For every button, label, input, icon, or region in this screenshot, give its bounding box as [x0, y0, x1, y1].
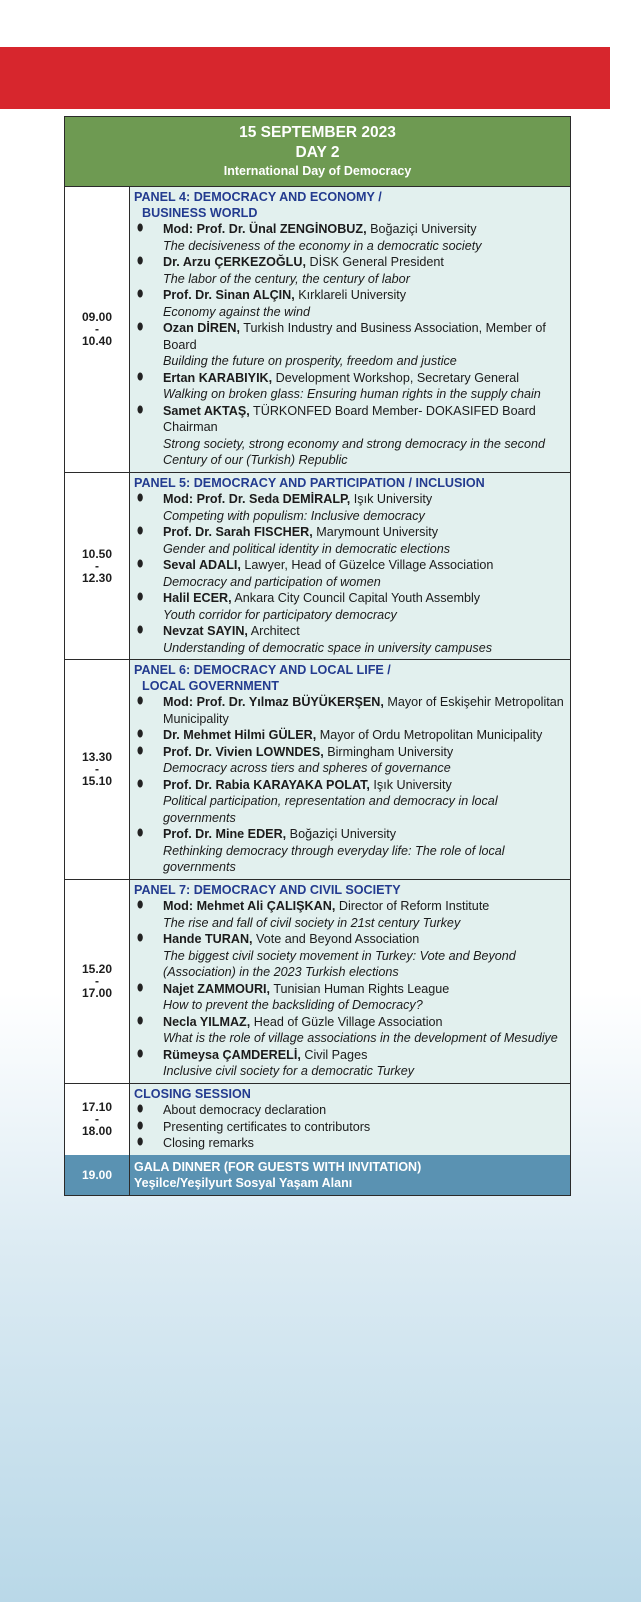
bullet-icon: ⬮	[137, 625, 144, 636]
session-time-dash: -	[95, 762, 99, 777]
session-rows	[65, 187, 570, 1155]
session-time-start: 10.50	[81, 546, 113, 561]
speaker-name: Prof. Dr. Sinan ALÇIN,	[163, 288, 295, 302]
bullet-icon: ⬮	[137, 493, 144, 504]
list-item	[134, 221, 566, 254]
list-item	[134, 590, 566, 623]
panel-title-line: CLOSING SESSION	[134, 1086, 251, 1101]
bullet-icon: ⬮	[137, 371, 144, 383]
list-item	[134, 287, 566, 320]
bullet-icon: ⬮	[137, 1137, 144, 1148]
session-time-end: 17.00	[81, 986, 113, 1000]
bullet-icon: ⬮	[137, 1015, 144, 1027]
item-text	[163, 287, 566, 320]
program-table	[64, 116, 571, 1196]
talk-title: Political participation, representation and democracy in local governments	[163, 794, 498, 825]
talk-title: Democracy and participation of women	[163, 574, 381, 589]
speaker-name: Prof. Dr. Rabia KARAYAKA POLAT,	[163, 777, 370, 792]
speaker-name: Samet AKTAŞ,	[163, 403, 250, 418]
gala-time-text: 19.00	[81, 1167, 113, 1182]
speaker-affiliation: Head of Güzle Village Association	[250, 1014, 443, 1029]
item-text	[163, 727, 566, 744]
gala-row	[65, 1155, 570, 1195]
session-time-end: 18.00	[81, 1124, 113, 1138]
session-content	[130, 880, 570, 1083]
list-item	[134, 524, 566, 557]
gala-time	[65, 1155, 130, 1195]
list-item	[134, 981, 566, 1014]
speaker-affiliation: Birmingham University	[323, 744, 454, 759]
session-time-dash: -	[95, 974, 99, 988]
speaker-name: Seval ADALI,	[163, 558, 241, 572]
panel-title-line: PANEL 7: DEMOCRACY AND CIVIL SOCIETY	[134, 882, 401, 897]
speaker-name: Halil ECER,	[163, 591, 232, 605]
bullet-icon: ⬮	[137, 1048, 144, 1060]
bullet-icon: ⬮	[137, 900, 144, 911]
item-text	[163, 1119, 566, 1136]
item-text	[163, 931, 566, 981]
speaker-affiliation: Civil Pages	[300, 1047, 368, 1062]
speaker-name: Ozan DİREN,	[163, 321, 240, 335]
list-item	[134, 931, 566, 981]
list-item	[134, 1102, 566, 1119]
speaker-affiliation: Tunisian Human Rights League	[270, 981, 450, 996]
bullet-icon: ⬮	[137, 696, 144, 707]
session-time-end: 15.10	[81, 774, 113, 789]
session-time-dash: -	[95, 322, 99, 337]
item-text	[163, 826, 566, 876]
gala-title: GALA DINNER (FOR GUESTS WITH INVITATION)	[134, 1159, 422, 1174]
bullet-icon: ⬮	[137, 289, 144, 300]
item-text	[163, 1135, 566, 1152]
item-text	[163, 694, 566, 727]
speaker-affiliation: Turkish Industry and Business Association, Member of Board	[163, 321, 546, 352]
speaker-name: Najet ZAMMOURI,	[163, 981, 271, 996]
session-time-end: 12.30	[81, 570, 113, 585]
talk-title: Rethinking democracy through everyday life: The role of local governments	[163, 843, 505, 874]
session-time	[65, 1084, 130, 1155]
panel-title	[134, 1087, 566, 1103]
speaker-affiliation: Mayor of Eskişehir Metropolitan Municipality	[163, 695, 564, 726]
bullet-icon: ⬮	[137, 933, 144, 944]
item-text	[163, 1014, 566, 1047]
item-text	[163, 1047, 566, 1080]
speaker-name: Prof. Dr. Mine EDER,	[163, 827, 287, 841]
item-text	[163, 557, 566, 590]
session-content	[130, 1084, 570, 1155]
speaker-name: Prof. Dr. Vivien LOWNDES,	[163, 744, 324, 759]
list-item	[134, 694, 566, 727]
session-content	[130, 473, 570, 660]
list-item	[134, 1119, 566, 1136]
speaker-name: Dr. Mehmet Hilmi GÜLER,	[163, 728, 317, 742]
item-text	[163, 981, 566, 1014]
talk-title: Gender and political identity in democratic elections	[163, 541, 451, 556]
panel-title-line: PANEL 4: DEMOCRACY AND ECONOMY /	[134, 190, 382, 204]
session-content	[130, 187, 570, 472]
bullet-icon: ⬮	[137, 404, 144, 416]
panel-title-line: PANEL 5: DEMOCRACY AND PARTICIPATION / INCLUSION	[134, 475, 485, 490]
speaker-name: Mod: Mehmet Ali ÇALIŞKAN,	[163, 899, 336, 913]
item-text	[163, 320, 566, 370]
panel-title	[134, 883, 566, 899]
panel-title-line: PANEL 6: DEMOCRACY AND LOCAL LIFE /	[134, 663, 391, 677]
bullet-icon: ⬮	[137, 828, 144, 839]
speaker-name: Ertan KARABIYIK,	[163, 370, 273, 385]
panel-title-line: LOCAL GOVERNMENT	[142, 678, 279, 693]
speaker-affiliation: Marymount University	[312, 525, 439, 539]
session-time-start: 13.30	[81, 750, 113, 765]
speaker-affiliation: Director of Reform Institute	[335, 899, 490, 913]
session-time	[65, 187, 130, 472]
speaker-affiliation: Lawyer, Head of Güzelce Village Association	[240, 558, 494, 572]
speaker-affiliation: Vote and Beyond Association	[252, 932, 420, 946]
list-item	[134, 1014, 566, 1047]
bullet-icon: ⬮	[137, 559, 144, 570]
list-item	[134, 320, 566, 370]
list-item	[134, 1135, 566, 1152]
talk-title: The decisiveness of the economy in a democratic society	[163, 238, 482, 253]
item-text	[163, 403, 566, 469]
speaker-affiliation: TÜRKONFED Board Member- DOKASIFED Board Chairman	[163, 403, 536, 434]
talk-title: What is the role of village associations in the development of Mesudiye	[163, 1031, 558, 1045]
speaker-name: Mod: Prof. Dr. Ünal ZENGİNOBUZ,	[163, 222, 367, 236]
talk-title: Economy against the wind	[163, 304, 311, 319]
bullet-icon: ⬮	[137, 982, 144, 994]
panel-title	[134, 476, 566, 492]
item-text	[163, 524, 566, 557]
session-content	[130, 660, 570, 879]
session-time	[65, 660, 130, 879]
speaker-name: Necla YILMAZ,	[163, 1014, 251, 1029]
session-time-dash: -	[95, 1112, 99, 1126]
session-time-start: 09.00	[81, 310, 113, 325]
speaker-name: Mod: Prof. Dr. Seda DEMİRALP,	[163, 492, 351, 506]
list-item	[134, 898, 566, 931]
item-text	[163, 590, 566, 623]
session-row	[65, 660, 570, 880]
bullet-icon: ⬮	[137, 256, 144, 267]
speaker-affiliation: Presenting certificates to contributors	[163, 1119, 371, 1134]
session-time-start: 15.20	[81, 962, 113, 976]
speaker-affiliation: Boğaziçi University	[286, 827, 397, 841]
list-item	[134, 370, 566, 403]
list-item	[134, 826, 566, 876]
panel-title	[134, 190, 566, 221]
header-day: DAY 2	[295, 144, 340, 161]
top-red-banner	[0, 47, 610, 109]
talk-title: The labor of the century, the century of labor	[163, 271, 410, 286]
item-text	[163, 254, 566, 287]
speaker-name: Prof. Dr. Sarah FISCHER,	[163, 525, 313, 539]
list-item	[134, 491, 566, 524]
bullet-icon: ⬮	[137, 322, 144, 333]
speaker-affiliation: Kırklareli University	[294, 288, 407, 302]
speaker-name: Hande TURAN,	[163, 932, 253, 946]
speaker-affiliation: Ankara City Council Capital Youth Assembly	[231, 591, 481, 605]
session-time	[65, 473, 130, 660]
panel-title	[134, 663, 566, 694]
talk-title: The rise and fall of civil society in 21st century Turkey	[163, 915, 461, 930]
talk-title: Understanding of democratic space in university campuses	[163, 640, 492, 655]
speaker-affiliation: Development Workshop, Secretary General	[272, 370, 520, 385]
list-item	[134, 1047, 566, 1080]
talk-title: How to prevent the backsliding of Democracy?	[163, 998, 423, 1012]
header-date: 15 SEPTEMBER 2023	[239, 124, 396, 141]
bullet-icon: ⬮	[137, 1120, 144, 1132]
talk-title: Inclusive civil society for a democratic Turkey	[163, 1064, 415, 1078]
talk-title: Youth corridor for participatory democracy	[163, 607, 397, 622]
speaker-affiliation: Architect	[247, 624, 300, 638]
bullet-icon: ⬮	[137, 729, 144, 740]
session-row	[65, 187, 570, 473]
gala-venue: Yeşilce/Yeşilyurt Sosyal Yaşam Alanı	[134, 1175, 353, 1190]
talk-title: Strong society, strong economy and strong democracy in the second Century of our (Turkish) Republic	[163, 436, 545, 467]
item-text	[163, 221, 566, 254]
speaker-affiliation: Işık University	[350, 492, 433, 506]
speaker-affiliation: Işık University	[369, 777, 452, 792]
bullet-icon: ⬮	[137, 1104, 144, 1115]
list-item	[134, 557, 566, 590]
list-item	[134, 727, 566, 744]
bullet-icon: ⬮	[137, 745, 144, 757]
talk-title: The biggest civil society movement in Turkey: Vote and Beyond (Association) in the 2023 Turkish elections	[163, 948, 516, 979]
talk-title: Building the future on prosperity, freedom and justice	[163, 354, 457, 368]
item-text	[163, 370, 566, 403]
speaker-name: Nevzat SAYIN,	[163, 624, 248, 638]
talk-title: Walking on broken glass: Ensuring human rights in the supply chain	[163, 387, 541, 401]
bullet-icon: ⬮	[137, 778, 144, 790]
gala-content	[130, 1155, 570, 1195]
day-header	[65, 117, 570, 187]
speaker-affiliation: Boğaziçi University	[366, 222, 477, 236]
speaker-affiliation: DİSK General President	[305, 255, 444, 269]
speaker-name: Rümeysa ÇAMDERELİ,	[163, 1047, 301, 1062]
item-text	[163, 744, 566, 777]
list-item	[134, 254, 566, 287]
list-item	[134, 623, 566, 656]
item-text	[163, 1102, 566, 1119]
speaker-affiliation: Mayor of Ordu Metropolitan Municipality	[316, 728, 543, 742]
speaker-affiliation: About democracy declaration	[163, 1103, 327, 1117]
item-text	[163, 777, 566, 827]
session-time	[65, 880, 130, 1083]
session-time-start: 17.10	[81, 1100, 113, 1114]
session-time-end: 10.40	[81, 334, 113, 349]
bullet-icon: ⬮	[137, 223, 144, 234]
speaker-name: Mod: Prof. Dr. Yılmaz BÜYÜKERŞEN,	[163, 695, 384, 709]
list-item	[134, 777, 566, 827]
session-row	[65, 473, 570, 661]
list-item	[134, 744, 566, 777]
item-text	[163, 623, 566, 656]
item-text	[163, 898, 566, 931]
speaker-name: Dr. Arzu ÇERKEZOĞLU,	[163, 255, 306, 269]
session-row	[65, 1084, 570, 1155]
session-row	[65, 880, 570, 1084]
speaker-affiliation: Closing remarks	[163, 1136, 254, 1150]
session-time-dash: -	[95, 558, 99, 573]
header-subtitle: International Day of Democracy	[223, 164, 412, 178]
list-item	[134, 403, 566, 469]
talk-title: Competing with populism: Inclusive democracy	[163, 508, 425, 523]
bullet-icon: ⬮	[137, 592, 144, 603]
talk-title: Democracy across tiers and spheres of governance	[163, 761, 451, 775]
bullet-icon: ⬮	[137, 526, 144, 537]
item-text	[163, 491, 566, 524]
panel-title-line: BUSINESS WORLD	[142, 205, 258, 220]
